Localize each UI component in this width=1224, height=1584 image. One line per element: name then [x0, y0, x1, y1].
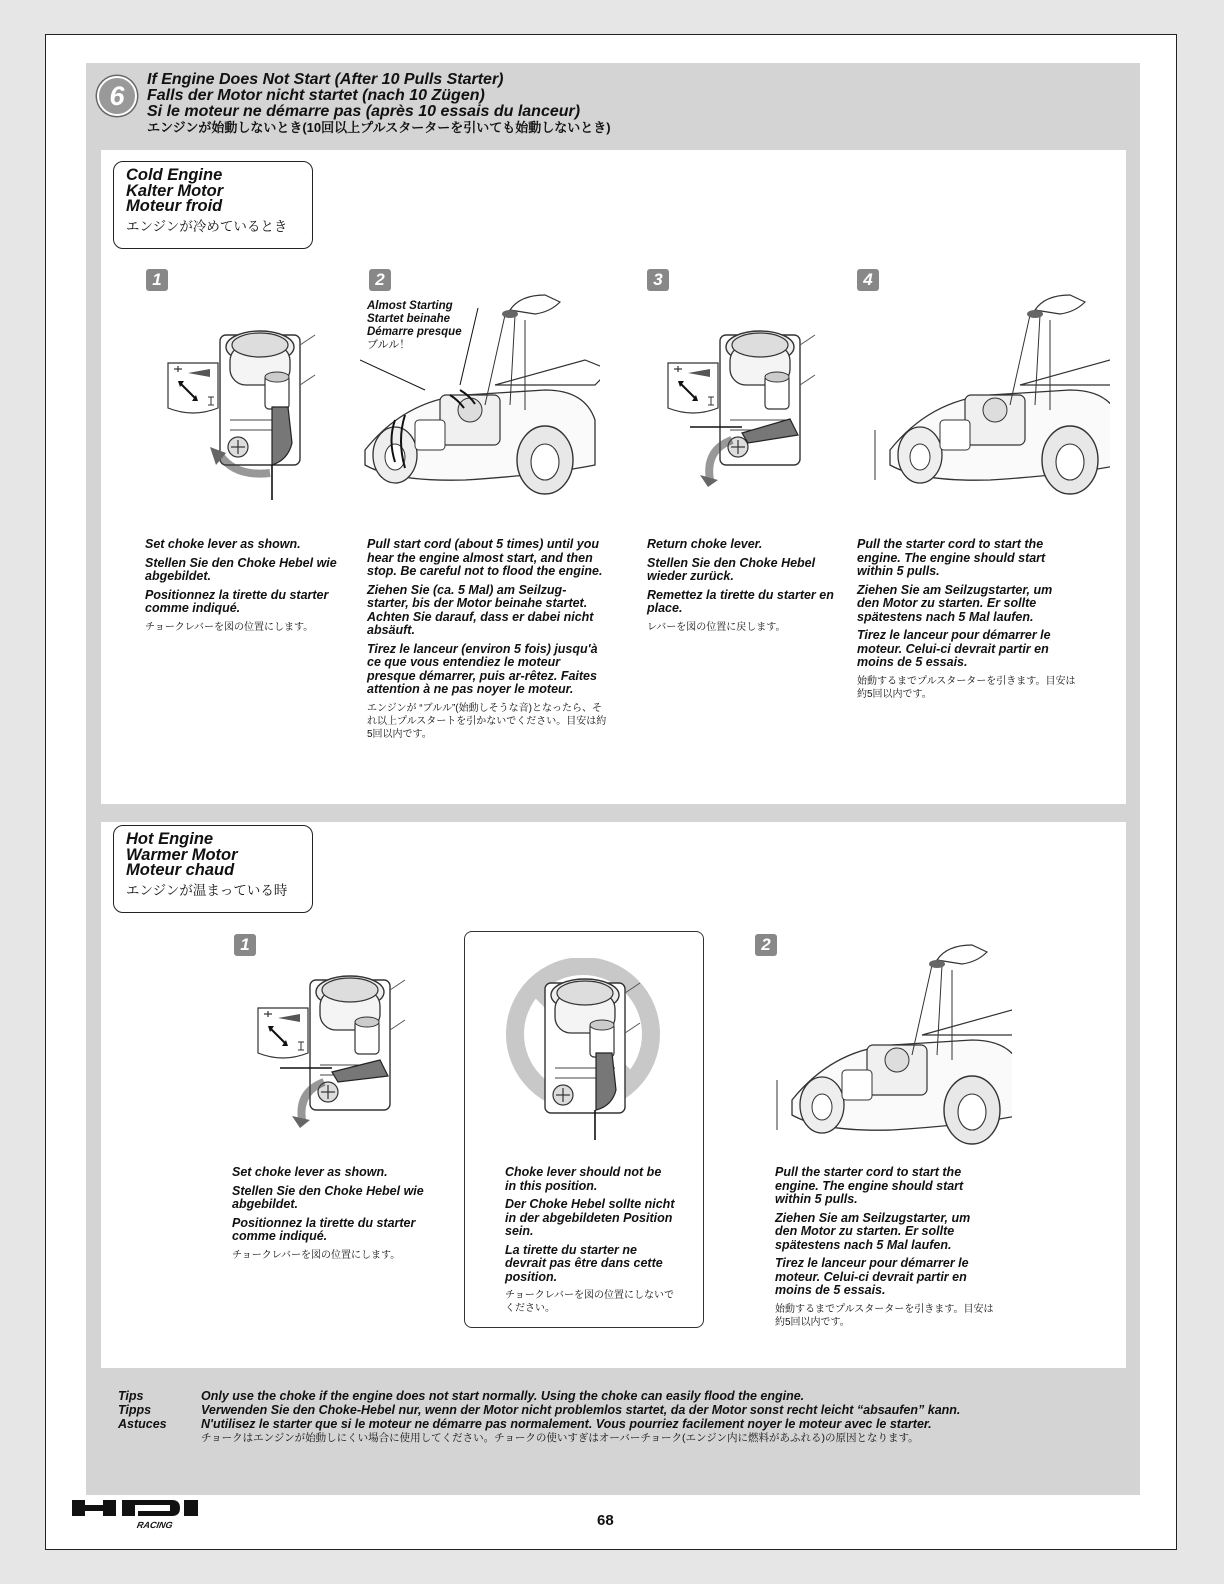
- cold-step-1-en: Set choke lever as shown.: [145, 537, 301, 551]
- hot-step-2-text: [775, 1166, 995, 1334]
- title-fr: Si le moteur ne démarre pas (après 10 essais du lanceur): [147, 103, 581, 120]
- hot-choke-open-illustration: [250, 960, 430, 1130]
- cold-step-1-de: Stellen Sie den Choke Hebel wie abgebildet.: [145, 555, 337, 583]
- hpi-racing-logo: [72, 1497, 222, 1531]
- tips-block: [118, 1390, 1118, 1445]
- hot-buggy-pull-start-illustration: [772, 940, 1012, 1145]
- cold-step-3-de: Stellen Sie den Choke Hebel wieder zurück.: [647, 555, 816, 583]
- cold-step-4-number: 4: [857, 269, 879, 291]
- choke-closed-illustration: [160, 315, 340, 505]
- cold-step-3-text: [647, 538, 837, 639]
- callout-fr: Démarre presque: [367, 326, 462, 338]
- callout-en: Almost Starting: [367, 300, 453, 312]
- tips-fr: N'utilisez le starter que si le moteur ne démarre pas normalement. Vous pourriez facilement noyer le moteur avec le starter.: [201, 1416, 932, 1431]
- cold-step-3-jp: レバーを図の位置に戻します。: [647, 621, 786, 633]
- hot-engine-label: [113, 825, 313, 913]
- cold-label-fr: Moteur froid: [126, 197, 223, 215]
- cold-step-2-number: 2: [369, 269, 391, 291]
- wrong-position-fr: La tirette du starter ne devrait pas être dans cette position.: [505, 1242, 663, 1284]
- hot-label-jp: エンジンが温まっている時: [126, 882, 288, 898]
- hot-step-2-fr: Tirez le lanceur pour démarrer le moteur. Celui-ci devrait partir en moins de 5 essais.: [775, 1256, 969, 1297]
- cold-step-2-de: Ziehen Sie (ca. 5 Mal) am Seilzug-starter, bis der Motor beinahe startet. Achten Sie darauf, dass er dabei nicht absäuft.: [367, 582, 594, 637]
- cold-engine-label: [113, 161, 313, 249]
- wrong-position-jp: チョークレバーを図の位置にしないでください。: [505, 1290, 674, 1314]
- hot-step-1-en: Set choke lever as shown.: [232, 1165, 388, 1179]
- tips-label-fr: Astuces: [118, 1416, 167, 1431]
- hot-step-1-de: Stellen Sie den Choke Hebel wie abgebildet.: [232, 1183, 424, 1211]
- cold-step-1-text: [145, 538, 345, 639]
- cold-step-2-en: Pull start cord (about 5 times) until you hear the engine almost start, and then stop. Be careful not to flood the engine.: [367, 537, 603, 578]
- wrong-position-en: Choke lever should not be in this position.: [505, 1165, 662, 1193]
- cold-step-2-jp: エンジンが “ブルル”(始動しそうな音)となったら、それ以上プルスタートを引かないでください。目安は約5回以内です。: [367, 702, 607, 740]
- cold-step-2-fr: Tirez le lanceur (environ 5 fois) jusqu'à ce que vous entendiez le moteur presque démarrer, puis ar-rêtez. Faites attention à ne pas noyer le moteur.: [367, 641, 598, 696]
- hot-label-fr: Moteur chaud: [126, 861, 235, 879]
- cold-step-4-en: Pull the starter cord to start the engine. The engine should start within 5 pulls.: [857, 537, 1046, 578]
- cold-label-en: Cold Engine: [126, 166, 223, 184]
- title-de: Falls der Motor nicht startet (nach 10 Zügen): [147, 87, 485, 104]
- hot-step-2-number: 2: [755, 934, 777, 956]
- cold-step-1-fr: Positionnez la tirette du starter comme indiqué.: [145, 587, 329, 615]
- title-jp: エンジンが始動しないとき(10回以上プルスターターを引いても始動しないとき): [147, 120, 611, 135]
- cold-label-de: Kalter Motor: [126, 181, 224, 200]
- prohibited-choke-position-illustration: [500, 958, 670, 1158]
- hot-label-de: Warmer Motor: [126, 845, 238, 864]
- hot-step-1-number: 1: [234, 934, 256, 956]
- hot-label-en: Hot Engine: [126, 830, 214, 848]
- hot-step-1-text: [232, 1166, 432, 1267]
- almost-starting-callout: [367, 300, 462, 352]
- wrong-position-de: Der Choke Hebel sollte nicht in der abgebildeten Position sein.: [505, 1197, 675, 1238]
- cold-step-2-text: [367, 538, 607, 746]
- title-en: If Engine Does Not Start (After 10 Pulls Starter): [147, 71, 504, 88]
- cold-step-3-en: Return choke lever.: [647, 537, 763, 551]
- page-number: 68: [597, 1512, 614, 1529]
- callout-de: Startet beinahe: [367, 313, 451, 325]
- hot-step-2-en: Pull the starter cord to start the engine. The engine should start within 5 pulls.: [775, 1165, 964, 1206]
- hot-step-1-fr: Positionnez la tirette du starter comme indiqué.: [232, 1215, 416, 1243]
- cold-step-3-fr: Remettez la tirette du starter en place.: [647, 587, 834, 615]
- cold-step-4-fr: Tirez le lanceur pour démarrer le moteur. Celui-ci devrait partir en moins de 5 essais.: [857, 628, 1051, 669]
- tips-label-de: Tipps: [118, 1402, 152, 1417]
- step-number-badge: 6: [97, 76, 137, 116]
- hot-step-2-de: Ziehen Sie am Seilzugstarter, um den Motor zu starten. Er sollte spätestens nach 5 Mal laufen.: [775, 1210, 971, 1252]
- section-header: [147, 72, 611, 136]
- choke-open-illustration: [660, 315, 840, 490]
- svg-text:RACING: RACING: [136, 1520, 174, 1530]
- cold-step-1-jp: チョークレバーを図の位置にします。: [145, 621, 314, 633]
- tips-de: Verwenden Sie den Choke-Hebel nur, wenn der Motor nicht problemlos startet, da der Motor sonst recht leicht “absaufen” kann.: [201, 1402, 961, 1417]
- cold-step-1-number: 1: [146, 269, 168, 291]
- tips-jp: チョークはエンジンが始動しにくい場合に使用してください。チョークの使いすぎはオーバーチョーク(エンジン内に燃料があふれる)の原因となります。: [201, 1432, 919, 1445]
- hot-step-2-jp: 始動するまでプルスターターを引きます。目安は約5回以内です。: [775, 1303, 994, 1328]
- cold-step-3-number: 3: [647, 269, 669, 291]
- hot-step-1-jp: チョークレバーを図の位置にします。: [232, 1249, 401, 1261]
- tips-label-en: Tips: [118, 1389, 144, 1403]
- cold-step-4-de: Ziehen Sie am Seilzugstarter, um den Motor zu starten. Er sollte spätestens nach 5 Mal laufen.: [857, 582, 1053, 624]
- tips-en: Only use the choke if the engine does not start normally. Using the choke can easily flood the engine.: [201, 1389, 805, 1403]
- wrong-position-text: [505, 1166, 675, 1320]
- buggy-pull-start-illustration: [870, 290, 1110, 495]
- cold-step-4-text: [857, 538, 1077, 706]
- callout-jp: ブルル！: [367, 339, 411, 351]
- cold-step-4-jp: 始動するまでプルスターターを引きます。目安は約5回以内です。: [857, 675, 1076, 700]
- cold-label-jp: エンジンが冷めているとき: [126, 218, 288, 234]
